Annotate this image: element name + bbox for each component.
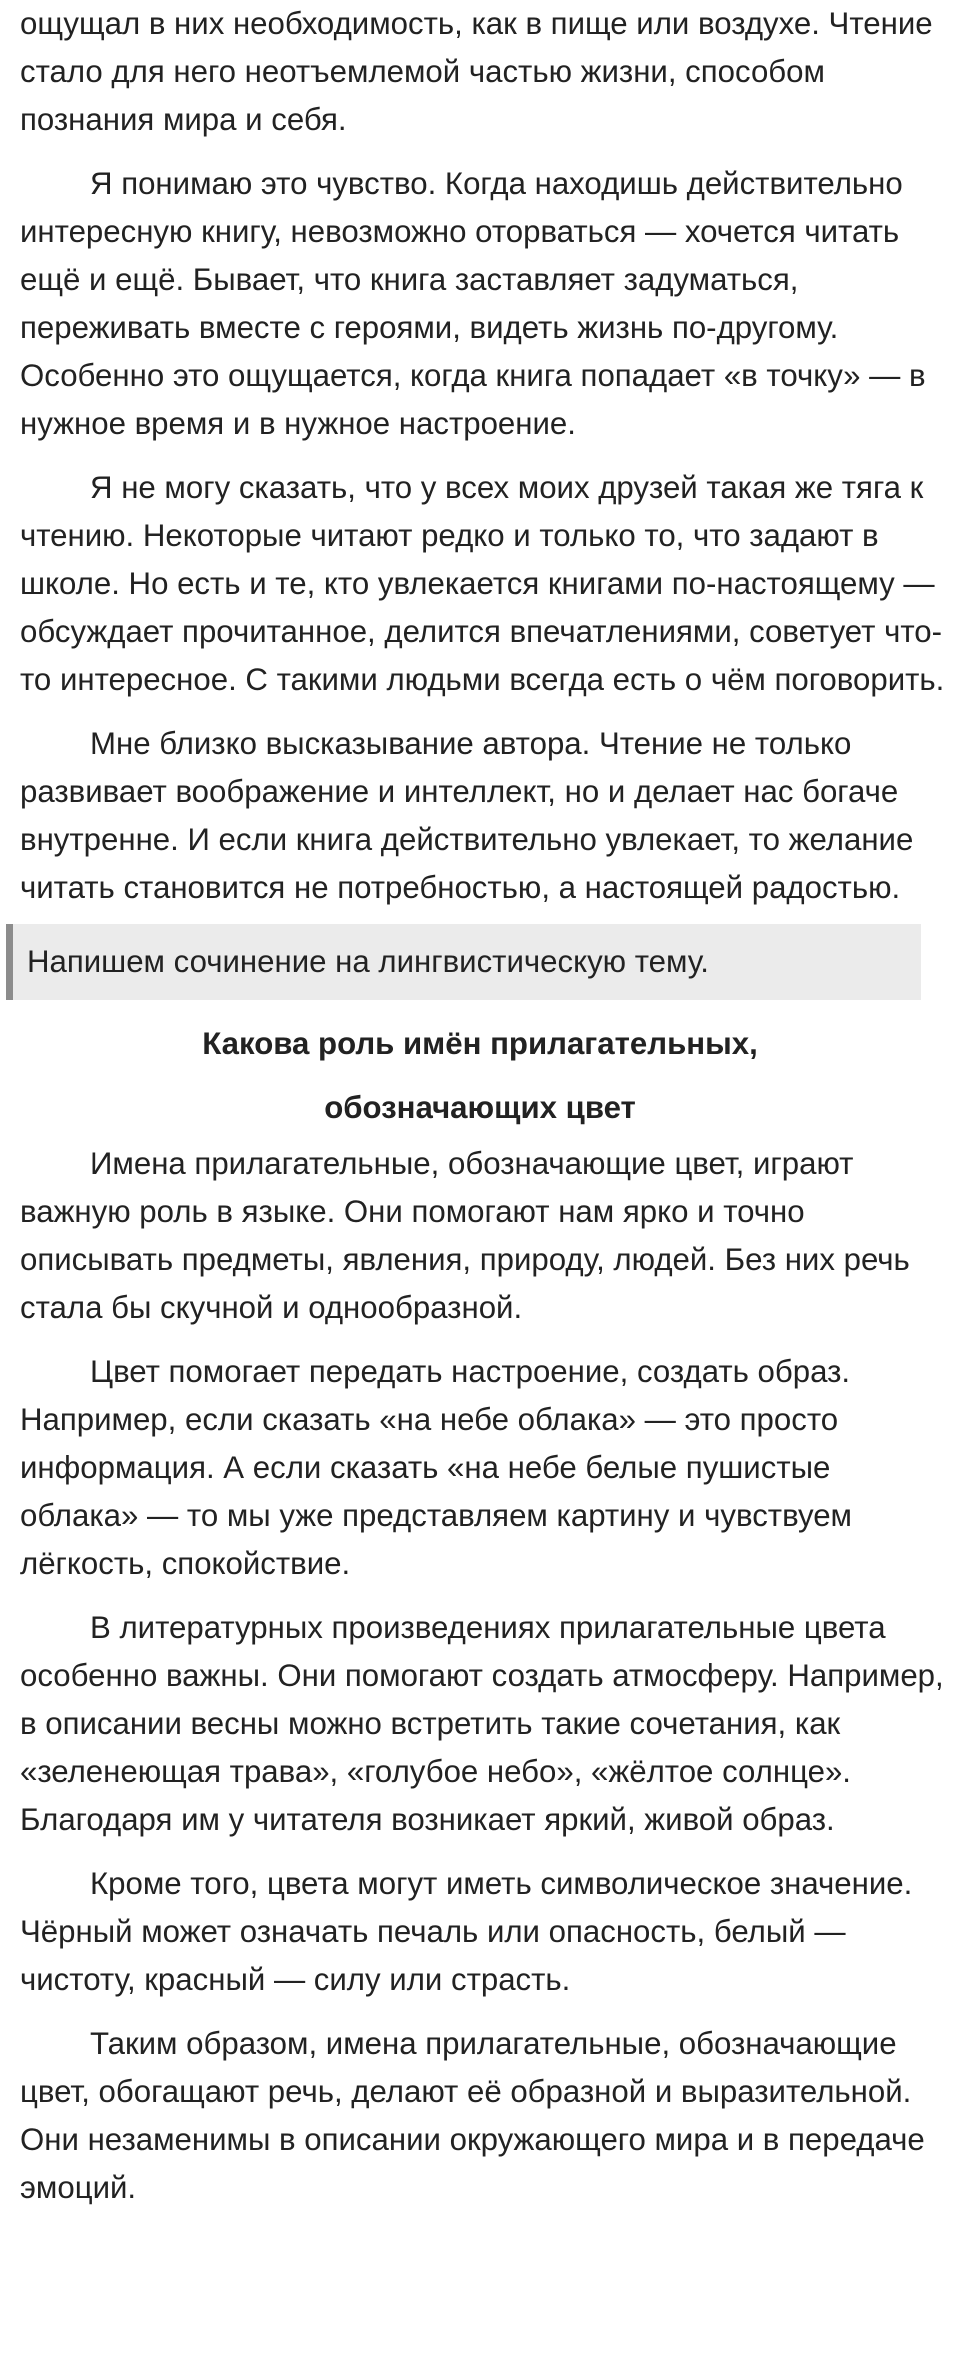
paragraph-essay1-2: Я не могу сказать, что у всех моих друзей такая же тяга к чтению. Некоторые читают редко и только то, что задают в школе. Но есть и те, кто увлекается книгами по-настоящему — обсуждает прочитанное, делится впечатлениями, советует что-то интересное. С такими людьми всегда есть о чём поговорить.: [20, 470, 945, 697]
paragraph-essay2-4: Кроме того, цвета могут иметь символическое значение. Чёрный может означать печаль или опасность, белый — чистоту, красный — силу или страсть.: [20, 1866, 913, 1997]
paragraph-intro-continuation: ощущал в них необходимость, как в пище или воздухе. Чтение стало для него неотъемлемой частью жизни, способом познания мира и себя.: [20, 6, 933, 137]
paragraph-essay2-3: В литературных произведениях прилагательные цвета особенно важны. Они помогают создать атмосферу. Например, в описании весны можно встретить такие сочетания, как «зеленеющая трава», «голубое небо», «жёлтое солнце». Благодаря им у читателя возникает яркий, живой образ.: [20, 1610, 944, 1837]
spacer: [0, 1844, 960, 1860]
spacer: [0, 704, 960, 720]
spacer: [0, 1332, 960, 1348]
essay-title-line-1: Какова роль имён прилагательных,: [202, 1026, 758, 1061]
paragraph-essay2-5: Таким образом, имена прилагательные, обозначающие цвет, обогащают речь, делают её образной и выразительной. Они незаменимы в описании окружающего мира и в передаче эмоций.: [20, 2026, 925, 2205]
spacer: [0, 448, 960, 464]
paragraph-essay2-1: Имена прилагательные, обозначающие цвет, играют важную роль в языке. Они помогают нам ярко и точно описывать предметы, явления, природу, людей. Без них речь стала бы скучной и однообразной.: [20, 1146, 910, 1325]
note-text: Напишем сочинение на лингвистическую тему.: [27, 944, 709, 979]
spacer: [0, 2004, 960, 2020]
highlighted-note: [6, 924, 921, 1000]
essay-title-line-2: обозначающих цвет: [324, 1090, 636, 1125]
spacer: [0, 1588, 960, 1604]
spacer: [0, 144, 960, 160]
paragraph-essay2-2: Цвет помогает передать настроение, создать образ. Например, если сказать «на небе облака» — это просто информация. А если сказать «на небе белые пушистые облака» — то мы уже представляем картину и чувствуем лёгкость, спокойствие.: [20, 1354, 852, 1581]
paragraph-essay1-3: Мне близко высказывание автора. Чтение не только развивает воображение и интеллект, но и делает нас богаче внутренне. И если книга действительно увлекает, то желание читать становится не потребностью, а настоящей радостью.: [20, 726, 914, 905]
paragraph-essay1-1: Я понимаю это чувство. Когда находишь действительно интересную книгу, невозможно оторваться — хочется читать ещё и ещё. Бывает, что книга заставляет задуматься, переживать вместе с героями, видеть жизнь по-другому. Особенно это ощущается, когда книга попадает «в точку» — в нужное время и в нужное настроение.: [20, 166, 926, 441]
